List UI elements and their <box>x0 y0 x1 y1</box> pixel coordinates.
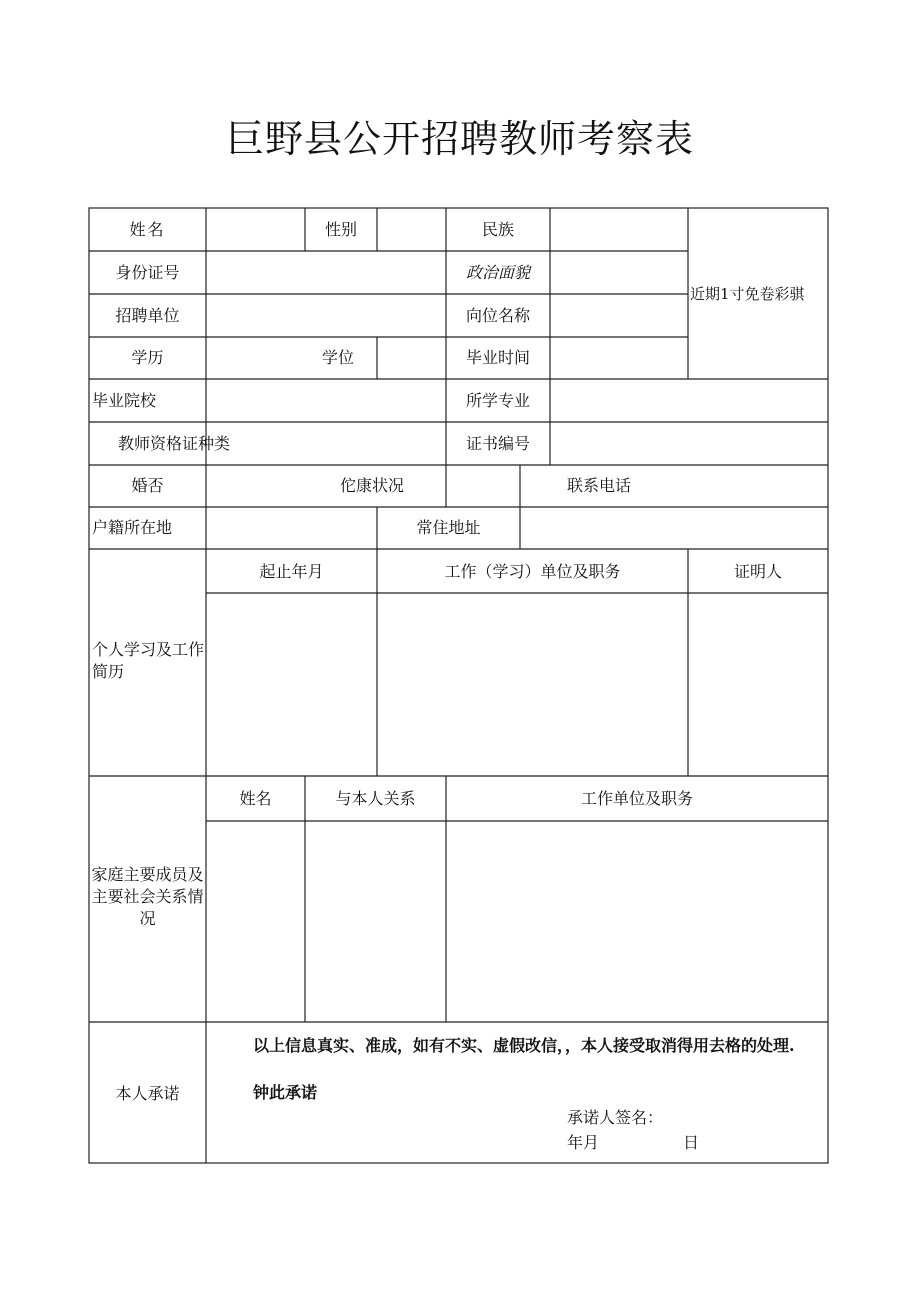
residence-label: 常住地址 <box>416 518 481 537</box>
family-name-header: 姓名 <box>239 789 272 808</box>
photo-placeholder: 近期1寸免卷彩骐 <box>690 285 805 303</box>
education-label: 学历 <box>131 348 164 367</box>
major-label: 所学专业 <box>465 391 530 410</box>
health-label: 佗康状况 <box>340 476 405 495</box>
household-label: 户籍所在地 <box>92 518 173 537</box>
certificate-number-label: 证书编号 <box>465 434 530 453</box>
family-unit-header: 工作单位及职务 <box>580 789 693 808</box>
date-year-month-label: 年月 <box>567 1133 600 1152</box>
phone-label: 联系电话 <box>567 476 632 495</box>
name-label: 姓名 <box>129 220 166 239</box>
graduation-time-label: 毕业时间 <box>465 348 530 367</box>
id-number-label: 身份证号 <box>115 263 180 282</box>
family-section-label: 家庭主要成员及主要社会关系情况 <box>91 865 204 928</box>
position-label: 向位名称 <box>465 306 530 325</box>
gender-label: 性别 <box>324 220 357 239</box>
family-relation-header: 与本人关系 <box>335 789 416 808</box>
pledge-text: 以上信息真实、准成，如有不实、虚假改信，，本人接受取消得用去格的处理. <box>253 1036 795 1055</box>
political-status-label: 政治面貌 <box>465 263 530 282</box>
pledge-label: 本人承诺 <box>115 1084 180 1103</box>
employer-label: 招聘单位 <box>115 306 180 325</box>
pledge-closing: 钟此承诺 <box>253 1083 318 1102</box>
resume-section-label: 个人学习及工作简历 <box>92 640 205 681</box>
signature-label: 承诺人签名： <box>567 1108 664 1127</box>
resume-witness-header: 证明人 <box>733 562 782 581</box>
resume-period-header: 起止年月 <box>259 562 324 581</box>
degree-label: 学位 <box>322 348 355 367</box>
marital-label: 婚否 <box>131 476 164 495</box>
date-day-label: 日 <box>683 1133 700 1152</box>
school-label: 毕业院校 <box>92 391 157 410</box>
certificate-type-label: 教师资格证种类 <box>118 434 231 453</box>
ethnicity-label: 民族 <box>481 220 514 239</box>
resume-unit-header: 工作（学习）单位及职务 <box>444 562 621 581</box>
page-title: 巨野县公开招聘教师考察表 <box>225 117 694 161</box>
